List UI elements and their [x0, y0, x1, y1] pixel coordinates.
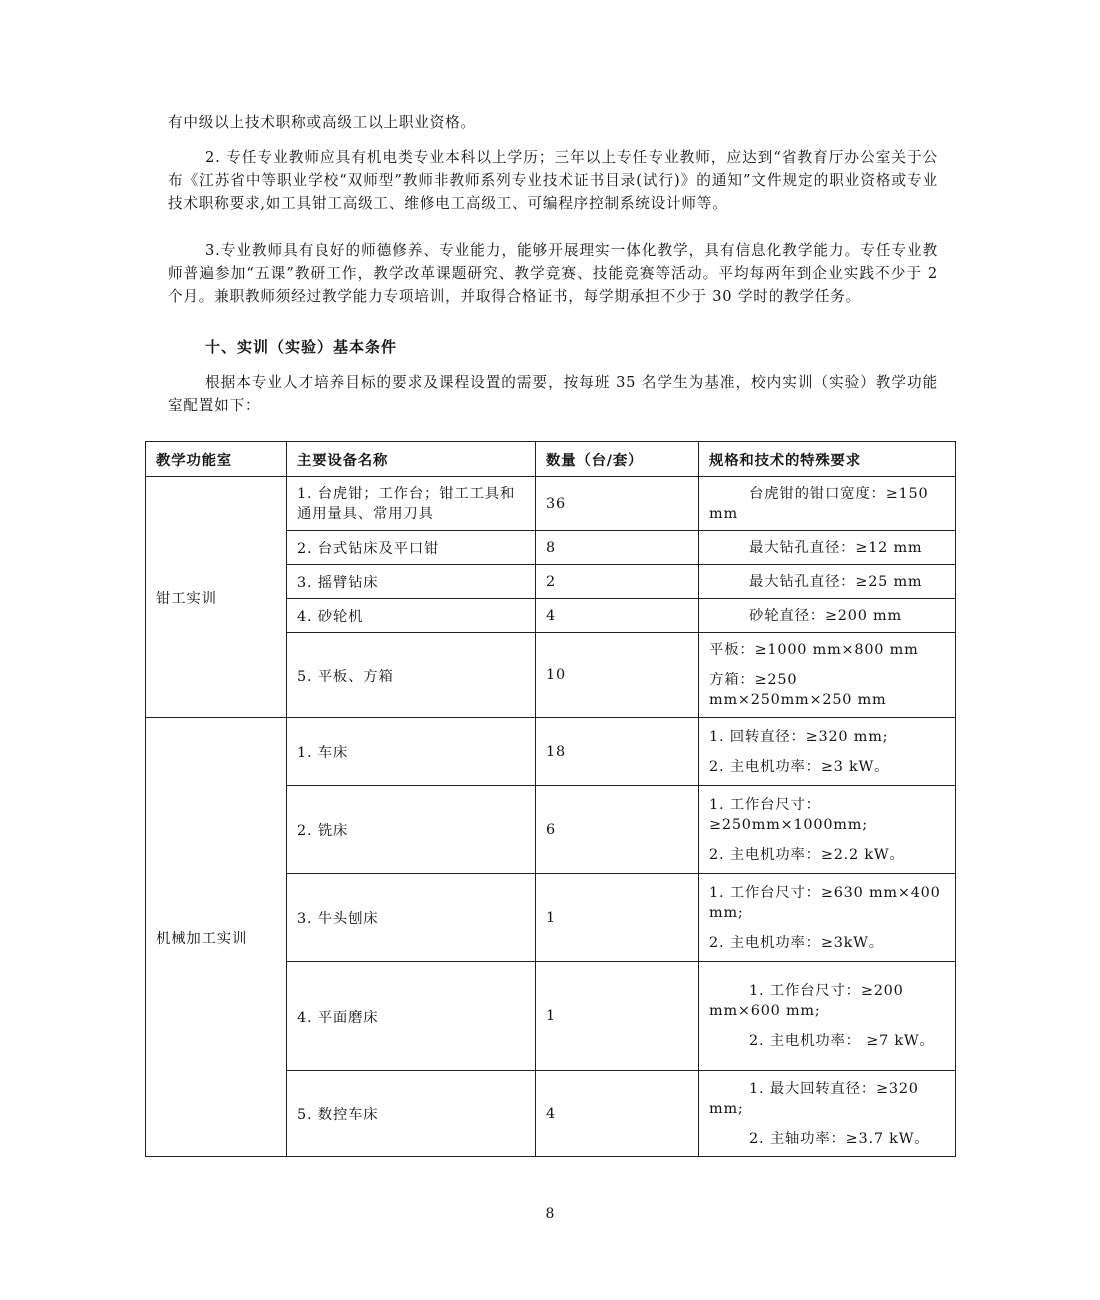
header-requirements: 规格和技术的特殊要求 — [699, 442, 956, 477]
paragraph-teacher-abilities: 3.专业教师具有良好的师德修养、专业能力，能够开展理实一体化教学，具有信息化教学能力。专任专业教师普遍参加“五课”教研工作，教学改革课题研究、教学竞赛、技能竞赛等活动。平均每两年到企业实践不少于 2 个月。兼职教师须经过教学能力专项培训，并取得合格证书，每学期承担不少于 30 学时的教学任务。 — [168, 242, 938, 305]
requirement-cell — [699, 531, 956, 565]
quantity-cell: 2 — [536, 565, 699, 599]
quantity-cell: 10 — [536, 633, 699, 718]
paragraph-full-time-teachers: 2. 专任专业教师应具有机电类专业本科以上学历；三年以上专任专业教师，应达到“省教育厅办公室关于公布《江苏省中等职业学校“双师型”教师非教师系列专业技术证书目录(试行)》的通知”文件规定的职业资格或专业技术职称要求,如工具钳工高级工、维修电工高级工、可编程序控制系统设计师等。 — [168, 149, 938, 212]
requirement-cell — [699, 599, 956, 633]
requirement-text: 1. 最大回转直径：≥320 mm; — [709, 1080, 919, 1117]
requirement-text: 1. 工作台尺寸：≥630 mm×400 mm; — [709, 884, 941, 921]
requirement-text: 砂轮直径：≥200 mm — [749, 607, 902, 624]
requirement-text: 2. 主电机功率：≥2.2 kW。 — [709, 846, 905, 863]
quantity-cell: 18 — [536, 718, 699, 786]
quantity-cell: 1 — [536, 874, 699, 962]
room-cell: 钳工实训 — [146, 477, 287, 718]
requirement-text: 1. 工作台尺寸：≥250mm×1000mm; — [709, 796, 868, 833]
equipment-name-cell: 1. 车床 — [287, 718, 536, 786]
equipment-name: 1. 台虎钳；工作台；钳工工具和通用量具、常用刀具 — [297, 485, 516, 522]
quantity-cell: 8 — [536, 531, 699, 565]
page-number: 8 — [545, 1206, 555, 1222]
header-quantity: 数量（台/套） — [536, 442, 699, 477]
equipment-name-cell: 2. 铣床 — [287, 786, 536, 874]
equipment-name-cell: 3. 牛头刨床 — [287, 874, 536, 962]
requirement-cell — [699, 565, 956, 599]
requirement-text: 方箱：≥250 mm×250mm×250 mm — [709, 672, 887, 708]
requirement-cell — [699, 962, 956, 1071]
requirement-text: 最大钻孔直径：≥12 mm — [749, 539, 923, 556]
requirement-text: 2. 主电机功率：≥3kW。 — [709, 934, 884, 951]
table-row — [146, 477, 956, 531]
requirement-cell — [699, 477, 956, 531]
section-heading: 十、实训（实验）基本条件 — [205, 338, 398, 356]
paragraph-training-intro: 根据本专业人才培养目标的要求及课程设置的需要，按每班 35 名学生为基准，校内实训（实验）教学功能室配置如下： — [168, 374, 938, 414]
header-equipment: 主要设备名称 — [287, 442, 536, 477]
requirement-text: 1. 回转直径：≥320 mm; — [709, 728, 889, 745]
equipment-name-cell: 4. 平面磨床 — [287, 962, 536, 1071]
requirement-text: 2. 主轴功率：≥3.7 kW。 — [749, 1130, 930, 1147]
equipment-name-cell: 5. 平板、方箱 — [287, 633, 536, 718]
quantity-cell: 6 — [536, 786, 699, 874]
paragraph-qualification-tail: 有中级以上技术职称或高级工以上职业资格。 — [168, 114, 476, 131]
requirement-cell — [699, 786, 956, 874]
requirement-cell — [699, 1071, 956, 1157]
quantity-cell: 1 — [536, 962, 699, 1071]
header-room: 教学功能室 — [146, 442, 287, 477]
equipment-name-cell — [287, 477, 536, 531]
quantity-cell: 4 — [536, 1071, 699, 1157]
table-header-row — [146, 442, 956, 477]
table-row — [146, 718, 956, 786]
requirement-text: 2. 主电机功率： ≥7 kW。 — [749, 1033, 935, 1049]
room-cell: 机械加工实训 — [146, 718, 287, 1157]
equipment-name-cell: 4. 砂轮机 — [287, 599, 536, 633]
equipment-name-cell: 5. 数控车床 — [287, 1071, 536, 1157]
quantity-cell: 36 — [536, 477, 699, 531]
requirement-text: 2. 主电机功率：≥3 kW。 — [709, 758, 890, 775]
equipment-name-cell: 2. 台式钻床及平口钳 — [287, 531, 536, 565]
equipment-table — [145, 441, 956, 1157]
equipment-name-cell: 3. 摇臂钻床 — [287, 565, 536, 599]
requirement-text: 台虎钳的钳口宽度：≥150 mm — [709, 485, 929, 522]
requirement-text: 平板：≥1000 mm×800 mm — [709, 642, 919, 658]
requirement-cell — [699, 633, 956, 718]
requirement-cell — [699, 874, 956, 962]
quantity-cell: 4 — [536, 599, 699, 633]
requirement-text: 1. 工作台尺寸：≥200 mm×600 mm; — [709, 983, 904, 1019]
requirement-cell — [699, 718, 956, 786]
requirement-text: 最大钻孔直径：≥25 mm — [749, 573, 923, 590]
